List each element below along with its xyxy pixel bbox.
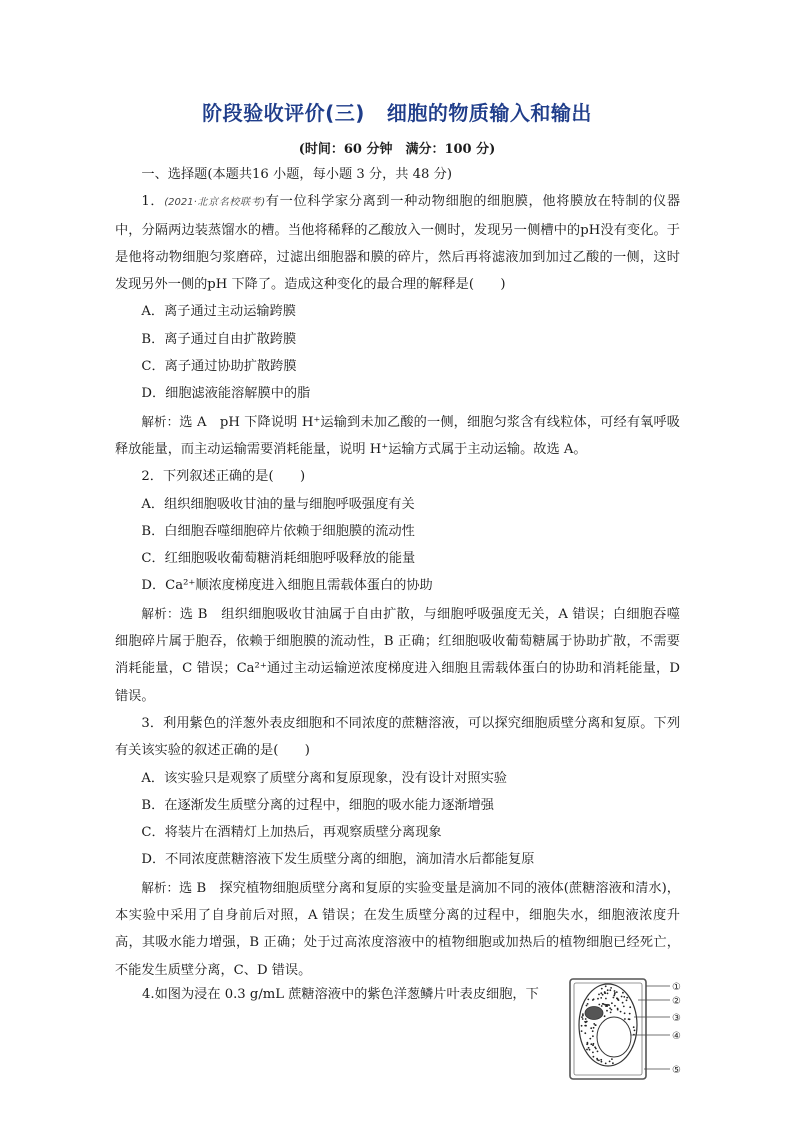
cytoplasm-dot bbox=[601, 988, 603, 990]
analysis-label: 解析： bbox=[141, 879, 180, 895]
cytoplasm-dot bbox=[629, 1006, 631, 1008]
cytoplasm-dot bbox=[609, 1007, 611, 1009]
cytoplasm-dot bbox=[586, 1049, 588, 1051]
cytoplasm-dot bbox=[607, 989, 609, 991]
cytoplasm-dot bbox=[612, 1062, 614, 1064]
cytoplasm-dot bbox=[620, 1011, 622, 1013]
cytoplasm-dot bbox=[598, 1004, 600, 1006]
cytoplasm-dot bbox=[601, 1005, 603, 1007]
cytoplasm-dot bbox=[588, 1047, 590, 1049]
cytoplasm-dot bbox=[590, 1043, 592, 1045]
cytoplasm-dot bbox=[593, 998, 595, 1000]
cytoplasm-dot bbox=[621, 996, 623, 998]
cytoplasm-dot bbox=[626, 997, 628, 999]
cytoplasm-dot bbox=[600, 997, 602, 999]
cytoplasm-dot bbox=[597, 1059, 599, 1061]
cytoplasm-dot bbox=[586, 1005, 588, 1007]
cytoplasm-dot bbox=[598, 994, 600, 996]
cytoplasm-dot bbox=[604, 1015, 606, 1017]
cytoplasm-dot bbox=[593, 1027, 595, 1029]
cytoplasm-dot bbox=[610, 1012, 612, 1014]
cytoplasm-dot bbox=[605, 998, 607, 1000]
question-1-analysis bbox=[115, 408, 680, 464]
option: B．白细胞吞噬细胞碎片依赖于细胞膜的流动性 bbox=[141, 523, 415, 539]
cytoplasm-dot bbox=[610, 987, 612, 989]
cytoplasm-dot bbox=[613, 995, 615, 997]
option: A．组织细胞吸收甘油的量与细胞呼吸强度有关 bbox=[141, 496, 415, 512]
cytoplasm-dot bbox=[601, 1061, 603, 1063]
cytoplasm-dot bbox=[609, 989, 611, 991]
cytoplasm-dot bbox=[589, 1038, 591, 1040]
figure-label-1: ① bbox=[672, 982, 681, 993]
title-part1: 阶段验收评价(三) bbox=[202, 101, 365, 125]
nucleus bbox=[585, 1007, 603, 1020]
cytoplasm-dot bbox=[600, 1059, 602, 1061]
analysis-text: 选 B 探究植物细胞质壁分离和复原的实验变量是滴加不同的液体(蔗糖溶液和清水)，本实验中采用了自身前后对照，A 错误；在发生质壁分离的过程中，细胞失水，细胞液浓度升高，其吸水能力增强，B 正确；处于过高浓度溶液中的植物细胞或加热后的植物细胞已经死亡，不能发生质壁分离，C、D 错误。 bbox=[115, 880, 680, 978]
figure-label-3: ③ bbox=[672, 1013, 681, 1024]
cytoplasm-dot bbox=[606, 1010, 608, 1012]
exam-meta: (时间：60 分钟 满分：100 分) bbox=[298, 142, 496, 157]
cytoplasm-dot bbox=[614, 990, 616, 992]
cytoplasm-dot bbox=[634, 1030, 636, 1032]
analysis-text: 选 A pH 下降说明 H⁺运输到未加乙酸的一侧，细胞匀浆含有线粒体，可经有氧呼吸释放能量，而主动运输需要消耗能量，说明 H⁺运输方式属于主动运输。故选 A。 bbox=[115, 414, 680, 457]
cytoplasm-dot bbox=[592, 1052, 594, 1054]
cytoplasm-dot bbox=[584, 1025, 586, 1027]
question-4-stem bbox=[142, 983, 552, 1002]
figure-label-2: ② bbox=[672, 996, 681, 1007]
cytoplasm-dot bbox=[582, 1013, 584, 1015]
cytoplasm-dot bbox=[581, 1025, 583, 1027]
cytoplasm-dot bbox=[604, 992, 606, 994]
option: A．离子通过主动运输跨膜 bbox=[141, 304, 296, 320]
cytoplasm-dot bbox=[581, 1016, 583, 1018]
cytoplasm-dot bbox=[587, 999, 589, 1001]
question-text: 有一位科学家分离到一种动物细胞的细胞膜，他将膜放在特制的仪器中，分隔两边装蒸馏水的槽。当他将稀释的乙酸放入一侧时，发现另一侧槽中的pH没有变化。于是他将动物细胞匀浆磨碎，过滤出细胞器和膜的碎片，然后再将滤液加到加过乙酸的一侧，这时发现另外一侧的pH 下降了。造成这种变化的最合理的解释是( ) bbox=[115, 194, 681, 293]
cytoplasm-dot bbox=[611, 1009, 613, 1011]
option: C．离子通过协助扩散跨膜 bbox=[141, 359, 297, 375]
option: A．该实验只是观察了质壁分离和复原现象，没有设计对照实验 bbox=[141, 770, 507, 786]
cytoplasm-dot bbox=[609, 1061, 611, 1063]
section-heading: 一、选择题(本题共16 小题，每小题 3 分，共 48 分) bbox=[141, 167, 452, 182]
question-number: 1． bbox=[141, 194, 165, 210]
option: B．离子通过自由扩散跨膜 bbox=[141, 331, 297, 347]
question-text: 利用紫色的洋葱外表皮细胞和不同浓度的蔗糖溶液，可以探究细胞质壁分离和复原。下列有关该实验的叙述正确的是( ) bbox=[115, 715, 681, 759]
question-number: 2． bbox=[141, 469, 163, 485]
option: B．在逐渐发生质壁分离的过程中，细胞的吸水能力逐渐增强 bbox=[141, 797, 494, 813]
cytoplasm-dot bbox=[607, 993, 609, 995]
cytoplasm-dot bbox=[623, 996, 625, 998]
cytoplasm-dot bbox=[633, 1026, 635, 1028]
cytoplasm-dot bbox=[597, 1051, 599, 1053]
cytoplasm-dot bbox=[614, 1005, 616, 1007]
analysis-label: 解析： bbox=[141, 413, 180, 429]
option: D．不同浓度蔗糖溶液下发生质壁分离的细胞，滴加清水后都能复原 bbox=[141, 852, 535, 868]
question-3-stem bbox=[115, 710, 680, 765]
cytoplasm-dot bbox=[594, 1046, 596, 1048]
cytoplasm-dot bbox=[582, 1018, 584, 1020]
cytoplasm-dot bbox=[590, 1027, 592, 1029]
cytoplasm-dot bbox=[624, 1012, 626, 1014]
cytoplasm-dot bbox=[624, 1018, 626, 1020]
page-title bbox=[0, 97, 794, 126]
question-text: 下列叙述正确的是( ) bbox=[162, 469, 306, 485]
cytoplasm-dot bbox=[595, 1024, 597, 1026]
analysis-label: 解析： bbox=[141, 605, 180, 621]
cytoplasm-dot bbox=[603, 1003, 605, 1005]
cytoplasm-dot bbox=[593, 1043, 595, 1045]
question-2-analysis bbox=[115, 600, 680, 710]
cytoplasm-dot bbox=[623, 1006, 625, 1008]
cytoplasm-dot bbox=[597, 998, 599, 1000]
figure-label-5: ⑤ bbox=[672, 1065, 681, 1076]
cytoplasm-dot bbox=[584, 1021, 586, 1023]
figure-label-4: ④ bbox=[672, 1031, 681, 1042]
option: C．红细胞吸收葡萄糖消耗细胞呼吸释放的能量 bbox=[141, 551, 416, 567]
question-number: 4. bbox=[142, 987, 155, 1002]
analysis-text: 选 B 组织细胞吸收甘油属于自由扩散，与细胞呼吸强度无关，A 错误；白细胞吞噬细胞碎片属于胞吞，依赖于细胞膜的流动性，B 正确；红细胞吸收葡萄糖属于协助扩散，不需要消耗能量，C 错误；Ca²⁺通过主动运输逆浓度梯度进入细胞且需载体蛋白的协助和消耗能量，D 错误。 bbox=[115, 606, 680, 704]
cytoplasm-dot bbox=[629, 1013, 631, 1015]
plant-cell-figure bbox=[566, 975, 686, 1083]
cytoplasm-dot bbox=[613, 997, 615, 999]
option: D．Ca²⁺顺浓度梯度进入细胞且需载体蛋白的协助 bbox=[141, 578, 433, 594]
cytoplasm-dot bbox=[626, 999, 628, 1001]
question-3-analysis bbox=[115, 874, 680, 984]
question-source: (2021·北京名校联考) bbox=[164, 197, 266, 209]
option: C．将装片在酒精灯上加热后，再观察质壁分离现象 bbox=[141, 825, 442, 841]
cytoplasm-dot bbox=[593, 1056, 595, 1058]
cytoplasm-dot bbox=[605, 1005, 607, 1007]
cytoplasm-dot bbox=[602, 994, 604, 996]
cytoplasm-dot bbox=[585, 1018, 587, 1020]
cytoplasm-dot bbox=[608, 1004, 610, 1006]
cytoplasm-dot bbox=[616, 991, 618, 993]
cytoplasm-dot bbox=[611, 1002, 613, 1004]
cytoplasm-dot bbox=[622, 1002, 624, 1004]
cytoplasm-dot bbox=[581, 1030, 583, 1032]
cytoplasm-dot bbox=[587, 1003, 589, 1005]
question-number: 3． bbox=[141, 715, 164, 731]
cytoplasm-dot bbox=[589, 1049, 591, 1051]
cytoplasm-dot bbox=[592, 1030, 594, 1032]
cytoplasm-dot bbox=[617, 1009, 619, 1011]
cytoplasm-dot bbox=[605, 1063, 607, 1065]
cytoplasm-dot bbox=[592, 1035, 594, 1037]
cytoplasm-dot bbox=[618, 999, 620, 1001]
cytoplasm-dot bbox=[611, 1058, 613, 1060]
cytoplasm-dot bbox=[605, 985, 607, 987]
option: D．细胞滤液能溶解膜中的脂 bbox=[141, 386, 311, 402]
question-1-stem bbox=[115, 188, 680, 298]
cytoplasm-dot bbox=[628, 1018, 630, 1020]
question-text: 如图为浸在 0.3 g/mL 蔗糖溶液中的紫色洋葱鳞片叶表皮细胞，下 bbox=[154, 987, 539, 1002]
question-content bbox=[115, 161, 680, 984]
cytoplasm-dot bbox=[587, 1042, 589, 1044]
question-2-stem bbox=[115, 463, 680, 490]
cytoplasm-dot bbox=[622, 992, 624, 994]
vacuole bbox=[597, 1017, 631, 1057]
title-part2: 细胞的物质输入和输出 bbox=[386, 101, 592, 125]
cytoplasm-dot bbox=[600, 992, 602, 994]
cytoplasm-dot bbox=[584, 1032, 586, 1034]
